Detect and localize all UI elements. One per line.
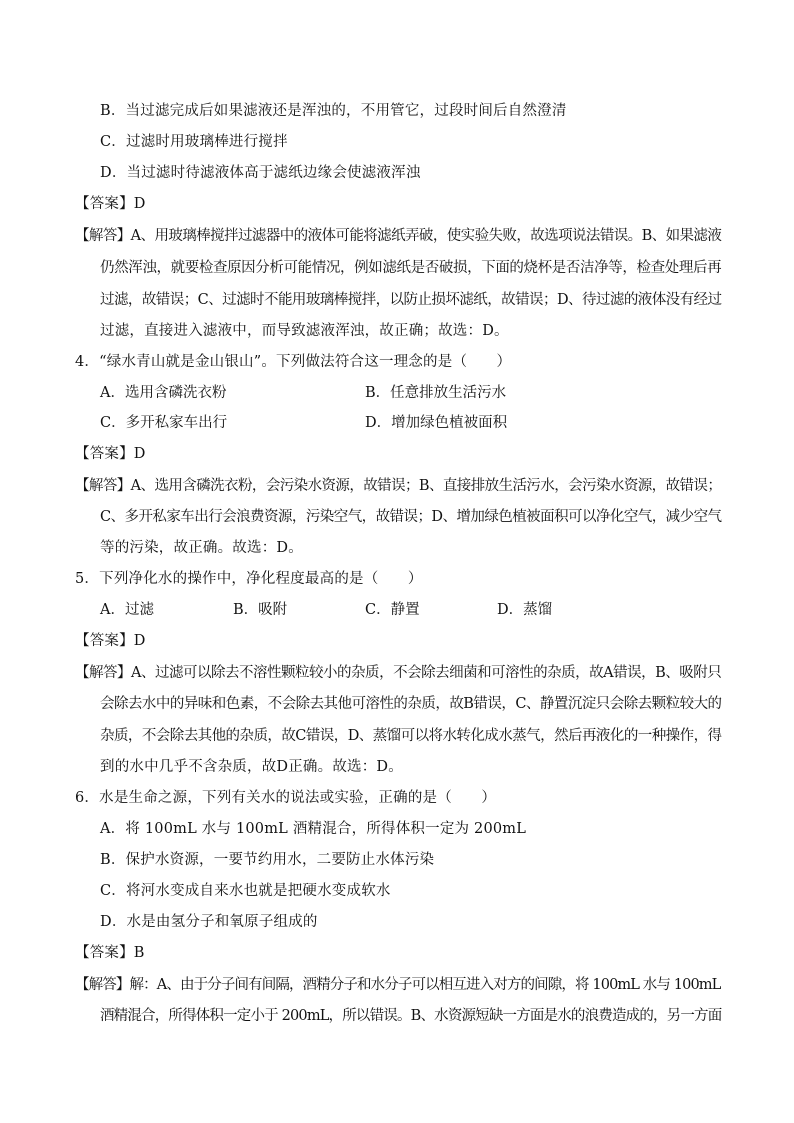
q3-option-b: B．当过滤完成后如果滤液还是浑浊的，不用管它，过段时间后自然澄清 bbox=[100, 103, 567, 119]
q3-answer: 【答案】D bbox=[75, 196, 146, 212]
q6-option-b: B．保护水资源，一要节约用水，二要防止水体污染 bbox=[100, 852, 435, 868]
q4-option-b: B．任意排放生活污水 bbox=[365, 385, 507, 401]
q3-analysis-line-1: 【解答】A、用玻璃棒搅拌过滤器中的液体可能将滤纸弄破，使实验失败，故选项说法错误。B、如果滤液 bbox=[75, 228, 722, 244]
q4-option-a: A．选用含磷洗衣粉 bbox=[100, 385, 227, 401]
q5-analysis-line-2: 会除去水中的异味和色素，不会除去其他可溶性的杂质，故B错误，C、静置沉淀只会除去颗粒较大的 bbox=[100, 696, 722, 712]
q3-option-d: D．当过滤时待滤液体高于滤纸边缘会使滤液浑浊 bbox=[100, 165, 421, 181]
q4-analysis-line-1: 【解答】A、选用含磷洗衣粉，会污染水资源，故错误；B、直接排放生活污水，会污染水资源，故错误； bbox=[75, 478, 722, 494]
q5-analysis-line-1: 【解答】A、过滤可以除去不溶性颗粒较小的杂质，不会除去细菌和可溶性的杂质，故A错误，B、吸附只 bbox=[75, 665, 722, 681]
q6-option-d: D．水是由氢分子和氧原子组成的 bbox=[100, 914, 318, 930]
q6-analysis-line-1: 【解答】解：A、由于分子间有间隔，酒精分子和水分子可以相互进入对方的间隙，将 100mL 水与 100mL bbox=[75, 977, 721, 993]
q5-option-b: B．吸附 bbox=[233, 602, 288, 618]
q5-option-d: D．蒸馏 bbox=[497, 602, 553, 618]
q6-analysis-line-2: 酒精混合，所得体积一定小于 200mL，所以错误。B、水资源短缺一方面是水的浪费造成的，另一方面 bbox=[100, 1008, 722, 1024]
q5-option-a: A．过滤 bbox=[100, 602, 154, 618]
q3-option-c: C．过滤时用玻璃棒进行搅拌 bbox=[100, 134, 288, 150]
q6-stem: 6．水是生命之源，下列有关水的说法或实验，正确的是（ ） bbox=[75, 790, 497, 806]
q5-analysis-line-4: 到的水中几乎不含杂质，故D正确。故选：D。 bbox=[100, 759, 403, 775]
q6-option-c: C．将河水变成自来水也就是把硬水变成软水 bbox=[100, 883, 391, 899]
q5-analysis-line-3: 杂质，不会除去其他的杂质，故C错误，D、蒸馏可以将水转化成水蒸气，然后再液化的一种操作，得 bbox=[100, 728, 722, 744]
q4-analysis-line-3: 等的污染，故正确。故选：D。 bbox=[100, 540, 303, 556]
q4-analysis-line-2: C、多开私家车出行会浪费资源，污染空气，故错误；D、增加绿色植被面积可以净化空气，减少空气 bbox=[100, 509, 722, 525]
q4-option-d: D．增加绿色植被面积 bbox=[365, 415, 508, 431]
q3-analysis-line-2: 仍然浑浊，就要检查原因分析可能情况，例如滤纸是否破损，下面的烧杯是否洁净等，检查处理后再 bbox=[100, 260, 722, 276]
q5-option-c: C．静置 bbox=[365, 602, 420, 618]
q5-stem: 5．下列净化水的操作中，净化程度最高的是（ ） bbox=[75, 571, 423, 587]
q3-analysis-line-4: 过滤，直接进入滤液中，而导致滤液浑浊，故正确；故选：D。 bbox=[100, 323, 509, 339]
q6-answer: 【答案】B bbox=[75, 945, 145, 961]
q4-option-c: C．多开私家车出行 bbox=[100, 415, 228, 431]
q5-answer: 【答案】D bbox=[75, 633, 146, 649]
q4-stem: 4．“绿水青山就是金山银山”。下列做法符合这一理念的是（ ） bbox=[75, 354, 512, 370]
q4-answer: 【答案】D bbox=[75, 446, 146, 462]
q6-option-a: A．将 100mL 水与 100mL 酒精混合，所得体积一定为 200mL bbox=[100, 821, 527, 837]
q3-analysis-line-3: 过滤，故错误；C、过滤时不能用玻璃棒搅拌，以防止损坏滤纸，故错误；D、待过滤的液体没有经过 bbox=[100, 292, 722, 308]
